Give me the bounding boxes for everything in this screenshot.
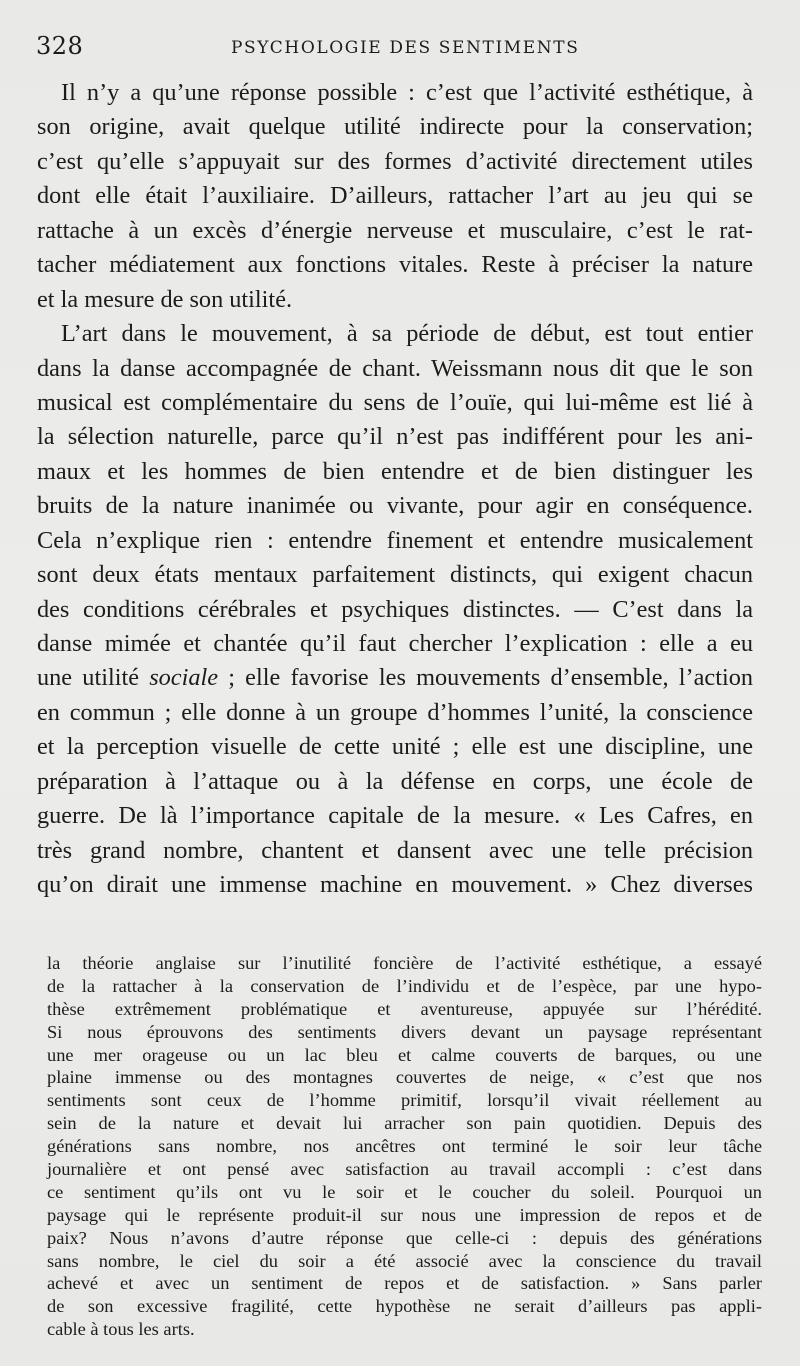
text-fragment: ; elle favorise les mouvements d’ensemble, l’action [218, 664, 753, 692]
text-line: tacher médiatement aux fonctions vitales. Reste à préciser la nature [37, 251, 753, 279]
text-line: guerre. De là l’importance capitale de la mesure. « Les Cafres, en [37, 802, 753, 830]
text-line: danse mimée et chantée qu’il faut chercher l’explication : elle a eu [37, 630, 753, 657]
footnote [47, 952, 762, 1341]
footnote-line: sein de la nature et devait lui arracher son pain quotidien. Depuis des [47, 1113, 762, 1134]
text-fragment: une utilité [37, 664, 150, 692]
text-line: musical est complémentaire du sens de l’ouïe, qui lui-même est lié à [37, 388, 753, 416]
text-line: et la mesure de son utilité. [37, 285, 293, 313]
text-line: préparation à l’attaque ou à la défense en corps, une école de [37, 767, 753, 795]
text-line [37, 661, 753, 695]
text-line: très grand nombre, chantent et dansent avec une telle précision [37, 836, 753, 864]
text-line: c’est qu’elle s’appuyait sur des formes d’activité directement utiles [37, 147, 753, 175]
footnote-line: sentiments sont ceux de l’homme primitif, lorsqu’il vivait réellement au [47, 1090, 762, 1111]
text-line: des conditions cérébrales et psychiques distinctes. — C’est dans la [37, 595, 753, 623]
footnote-line: thèse extrêmement problématique et aventureuse, appuyée sur l’hérédité. [47, 998, 762, 1019]
footnote-line: de son excessive fragilité, cette hypothèse ne serait d’ailleurs pas appli- [47, 1296, 762, 1317]
running-head: PSYCHOLOGIE DES SENTIMENTS [231, 38, 580, 58]
footnote-line: Si nous éprouvons des sentiments divers devant un paysage représentant [47, 1021, 762, 1042]
text-line: son origine, avait quelque utilité indirecte pour la conservation; [37, 113, 753, 141]
italic-word: sociale [149, 664, 219, 692]
text-line: Cela n’explique rien : entendre finement et entendre musicalement [37, 526, 753, 554]
footnote-line: de la rattacher à la conservation de l’individu et de l’espèce, par une hypo- [47, 975, 762, 996]
text-line: L’art dans le mouvement, à sa période de début, est tout entier [61, 320, 753, 348]
page-header [36, 28, 760, 68]
footnote-line: la théorie anglaise sur l’inutilité foncière de l’activité esthétique, a essayé [47, 953, 762, 973]
text-line: maux et les hommes de bien entendre et de bien distinguer les [37, 457, 753, 485]
footnote-line: cable à tous les arts. [47, 1319, 195, 1340]
text-line: sont deux états mentaux parfaitement distincts, qui exigent chacun [37, 561, 753, 589]
text-line: dont elle était l’auxiliaire. D’ailleurs, rattacher l’art au jeu qui se [37, 182, 753, 210]
text-line: et la perception visuelle de cette unité ; elle est une discipline, une [37, 733, 753, 761]
footnote-line: paix? Nous n’avons d’autre réponse que celle-ci : depuis des générations [47, 1227, 762, 1248]
footnote-line: journalière et ont pensé avec satisfaction au travail accompli : c’est dans [47, 1159, 762, 1180]
text-line: Il n’y a qu’une réponse possible : c’est que l’activité esthétique, à [61, 79, 753, 106]
text-line: en commun ; elle donne à un groupe d’hommes l’unité, la conscience [37, 698, 753, 726]
footnote-line: paysage qui le représente produit-il sur nous une impression de repos et de [47, 1204, 762, 1225]
text-line: la sélection naturelle, parce qu’il n’est pas indifférent pour les ani- [37, 423, 753, 451]
footnote-line: plaine immense ou des montagnes couvertes de neige, « c’est que nos [47, 1067, 762, 1088]
page-number: 328 [36, 32, 84, 60]
main-text [37, 76, 753, 903]
text-line: dans la danse accompagnée de chant. Weissmann nous dit que le son [37, 354, 753, 382]
text-line: bruits de la nature inanimée ou vivante, pour agir en conséquence. [37, 492, 753, 520]
footnote-line: sans nombre, le ciel du soir a été associé avec la conscience du travail [47, 1250, 762, 1271]
text-line: qu’on dirait une immense machine en mouvement. » Chez diverses [37, 871, 753, 899]
footnote-line: une mer orageuse ou un lac bleu et calme couverts de barques, ou une [47, 1044, 762, 1065]
footnote-line: achevé et avec un sentiment de repos et de satisfaction. » Sans parler [47, 1273, 762, 1294]
footnote-line: générations sans nombre, nos ancêtres ont terminé le soir leur tâche [47, 1136, 762, 1157]
text-line: rattache à un excès d’énergie nerveuse et musculaire, c’est le rat- [37, 216, 753, 244]
footnote-line: ce sentiment qu’ils ont vu le soir et le coucher du soleil. Pourquoi un [47, 1181, 762, 1202]
